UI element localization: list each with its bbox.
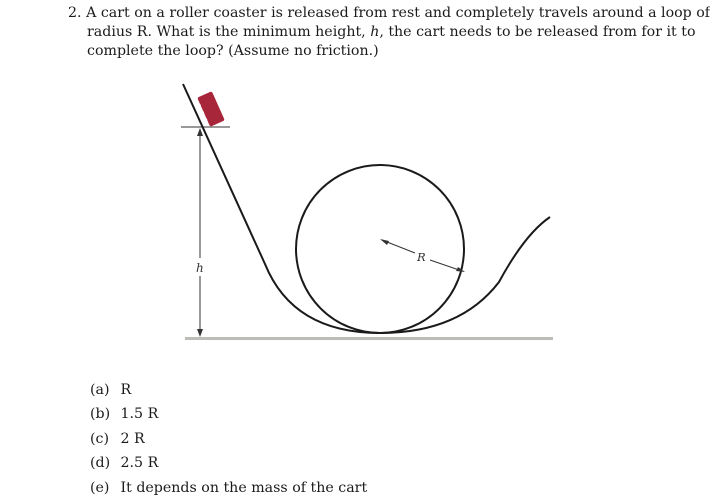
ground-line [185,337,553,340]
answer-options [90,378,367,500]
radius-arrow-edge [456,267,465,272]
ramp-track [183,84,550,333]
option-letter: (c) [90,430,110,447]
option-letter: (b) [90,406,111,423]
height-label: h [196,261,204,275]
question-text-line-1: A cart on a roller coaster is released from rest and completely travels around a loop of [86,5,710,21]
question-line-1 [68,4,710,23]
option-letter: (d) [90,455,111,472]
option-c [90,427,367,451]
height-arrow-down [197,329,203,337]
question-text-line-2a: radius R. What is the minimum height, [87,24,371,41]
question-number: 2. [68,5,82,21]
option-d [90,451,367,475]
height-arrow-up [197,128,203,136]
option-a [90,378,367,402]
option-text: R [120,382,132,398]
option-text: 2.5 R [120,455,159,472]
option-letter: (a) [90,382,110,398]
question-line-3: complete the loop? (Assume no friction.) [87,43,379,60]
option-b [90,402,367,426]
roller-coaster-diagram [175,84,560,349]
loop-track [296,165,464,333]
option-text: 2 R [120,430,145,447]
option-letter: (e) [90,479,110,496]
option-text: It depends on the mass of the cart [120,479,368,496]
radius-label: R [417,250,426,264]
question-text-line-2b: , the cart needs to be released from for it to [379,24,696,41]
roller-coaster-cart [193,91,225,128]
question-2 [68,4,710,62]
option-text: 1.5 R [120,406,159,423]
option-e [90,476,367,500]
question-line-2 [68,23,696,42]
height-variable: h [370,24,380,41]
radius-arrow-center [380,239,389,245]
